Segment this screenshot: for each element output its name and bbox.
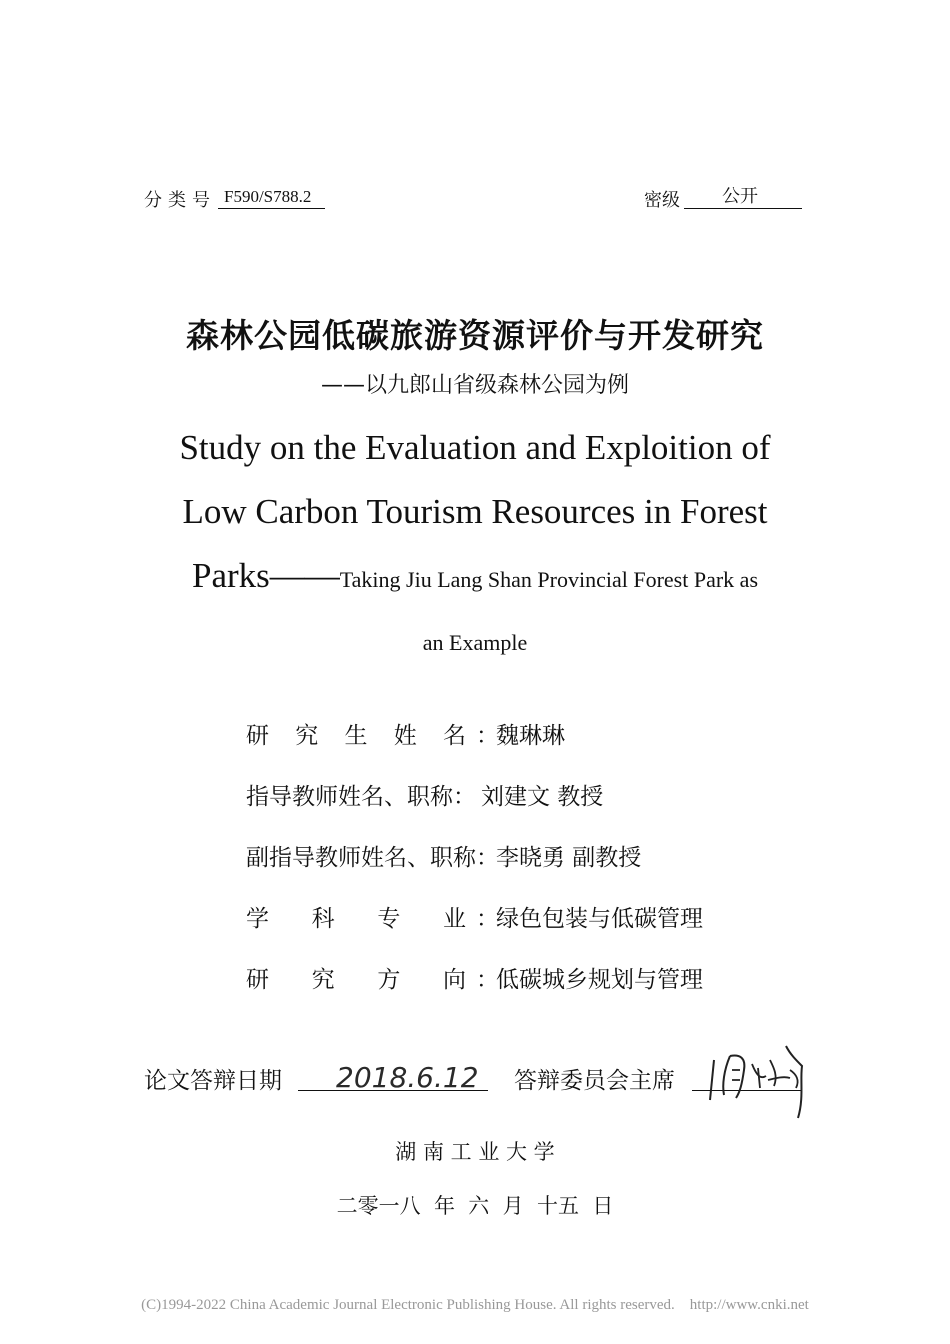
label-char: 向 — [442, 967, 466, 993]
defense-date-label: 论文答辩日期 — [144, 1068, 282, 1094]
english-title-line-4: an Example — [422, 630, 528, 655]
chair-signature — [700, 1040, 815, 1125]
english-title-parks: Parks—— — [191, 556, 340, 595]
info-row-student-name: 研 究 生 姓 名 ：魏琳琳 — [246, 720, 565, 752]
label-char: 名 — [443, 723, 466, 749]
english-subtitle: Taking Jiu Lang Shan Provincial Forest Park as — [339, 567, 759, 592]
info-label-advisor: 指导教师姓名、职称 — [246, 784, 453, 810]
label-char: 业 — [442, 906, 466, 932]
security-label — [644, 186, 680, 212]
label-char: 方 — [377, 967, 401, 993]
english-title-line-3 — [0, 556, 950, 596]
label-char: 学 — [246, 906, 269, 932]
info-label-discipline — [246, 903, 466, 935]
security-value: 公开 — [684, 186, 802, 209]
copyright-footer: (C)1994-2022 China Academic Journal Electronic Publishing House. All rights reserved. http://www.cnki.net — [141, 1297, 809, 1313]
label-char: 究 — [311, 967, 335, 993]
chinese-subtitle: ——以九郎山省级森林公园为例 — [320, 373, 629, 398]
info-row-co-advisor: 副指导教师姓名、职称：李晓勇 副教授 — [246, 845, 642, 871]
info-value-student-name: 魏琳琳 — [496, 723, 565, 749]
info-value-advisor: 刘建文 教授 — [481, 784, 604, 810]
classification-label-text: 分类号 — [144, 190, 216, 211]
classification-value: F590/S788.2 — [218, 186, 325, 209]
info-row-research-direction: 研 究 方 向 ：低碳城乡规划与管理 — [246, 964, 703, 996]
institution-name: 湖 南 工 业 大 学 — [395, 1140, 555, 1164]
label-char: 研 — [246, 967, 269, 993]
label-char: 科 — [311, 906, 335, 932]
security-value-field — [684, 186, 802, 209]
security-label-text: 密级 — [644, 190, 680, 211]
label-char: 研 — [246, 723, 269, 749]
info-label-student-name — [246, 720, 466, 752]
document-date: 二零一八 年 六 月 十五 日 — [336, 1194, 614, 1218]
info-value-discipline: 绿色包装与低碳管理 — [496, 906, 703, 932]
classification-label — [144, 186, 216, 212]
info-value-research-direction: 低碳城乡规划与管理 — [496, 967, 703, 993]
defense-chair-label: 答辩委员会主席 — [514, 1068, 675, 1094]
info-row-discipline: 学 科 专 业 ：绿色包装与低碳管理 — [246, 903, 703, 935]
defense-date-field — [298, 1061, 488, 1091]
handwritten-date-text: 2018.6.12 — [336, 1061, 479, 1090]
label-char: 姓 — [393, 723, 417, 749]
info-label-research-direction — [246, 964, 466, 996]
chinese-main-title: 森林公园低碳旅游资源评价与开发研究 — [186, 316, 764, 355]
info-label-co-advisor: 副指导教师姓名、职称 — [246, 845, 476, 871]
info-value-co-advisor: 李晓勇 副教授 — [496, 845, 642, 871]
label-char: 究 — [295, 723, 319, 749]
info-row-advisor: 指导教师姓名、职称： 刘建文 教授 — [246, 784, 604, 810]
english-title-line-2: Low Carbon Tourism Resources in Forest — [182, 492, 768, 531]
english-title-line-1: Study on the Evaluation and Exploition of — [179, 428, 771, 467]
label-char: 生 — [344, 723, 368, 749]
classification-value-field — [218, 186, 325, 209]
label-char: 专 — [377, 906, 401, 932]
handwritten-date-signature — [298, 1060, 488, 1090]
